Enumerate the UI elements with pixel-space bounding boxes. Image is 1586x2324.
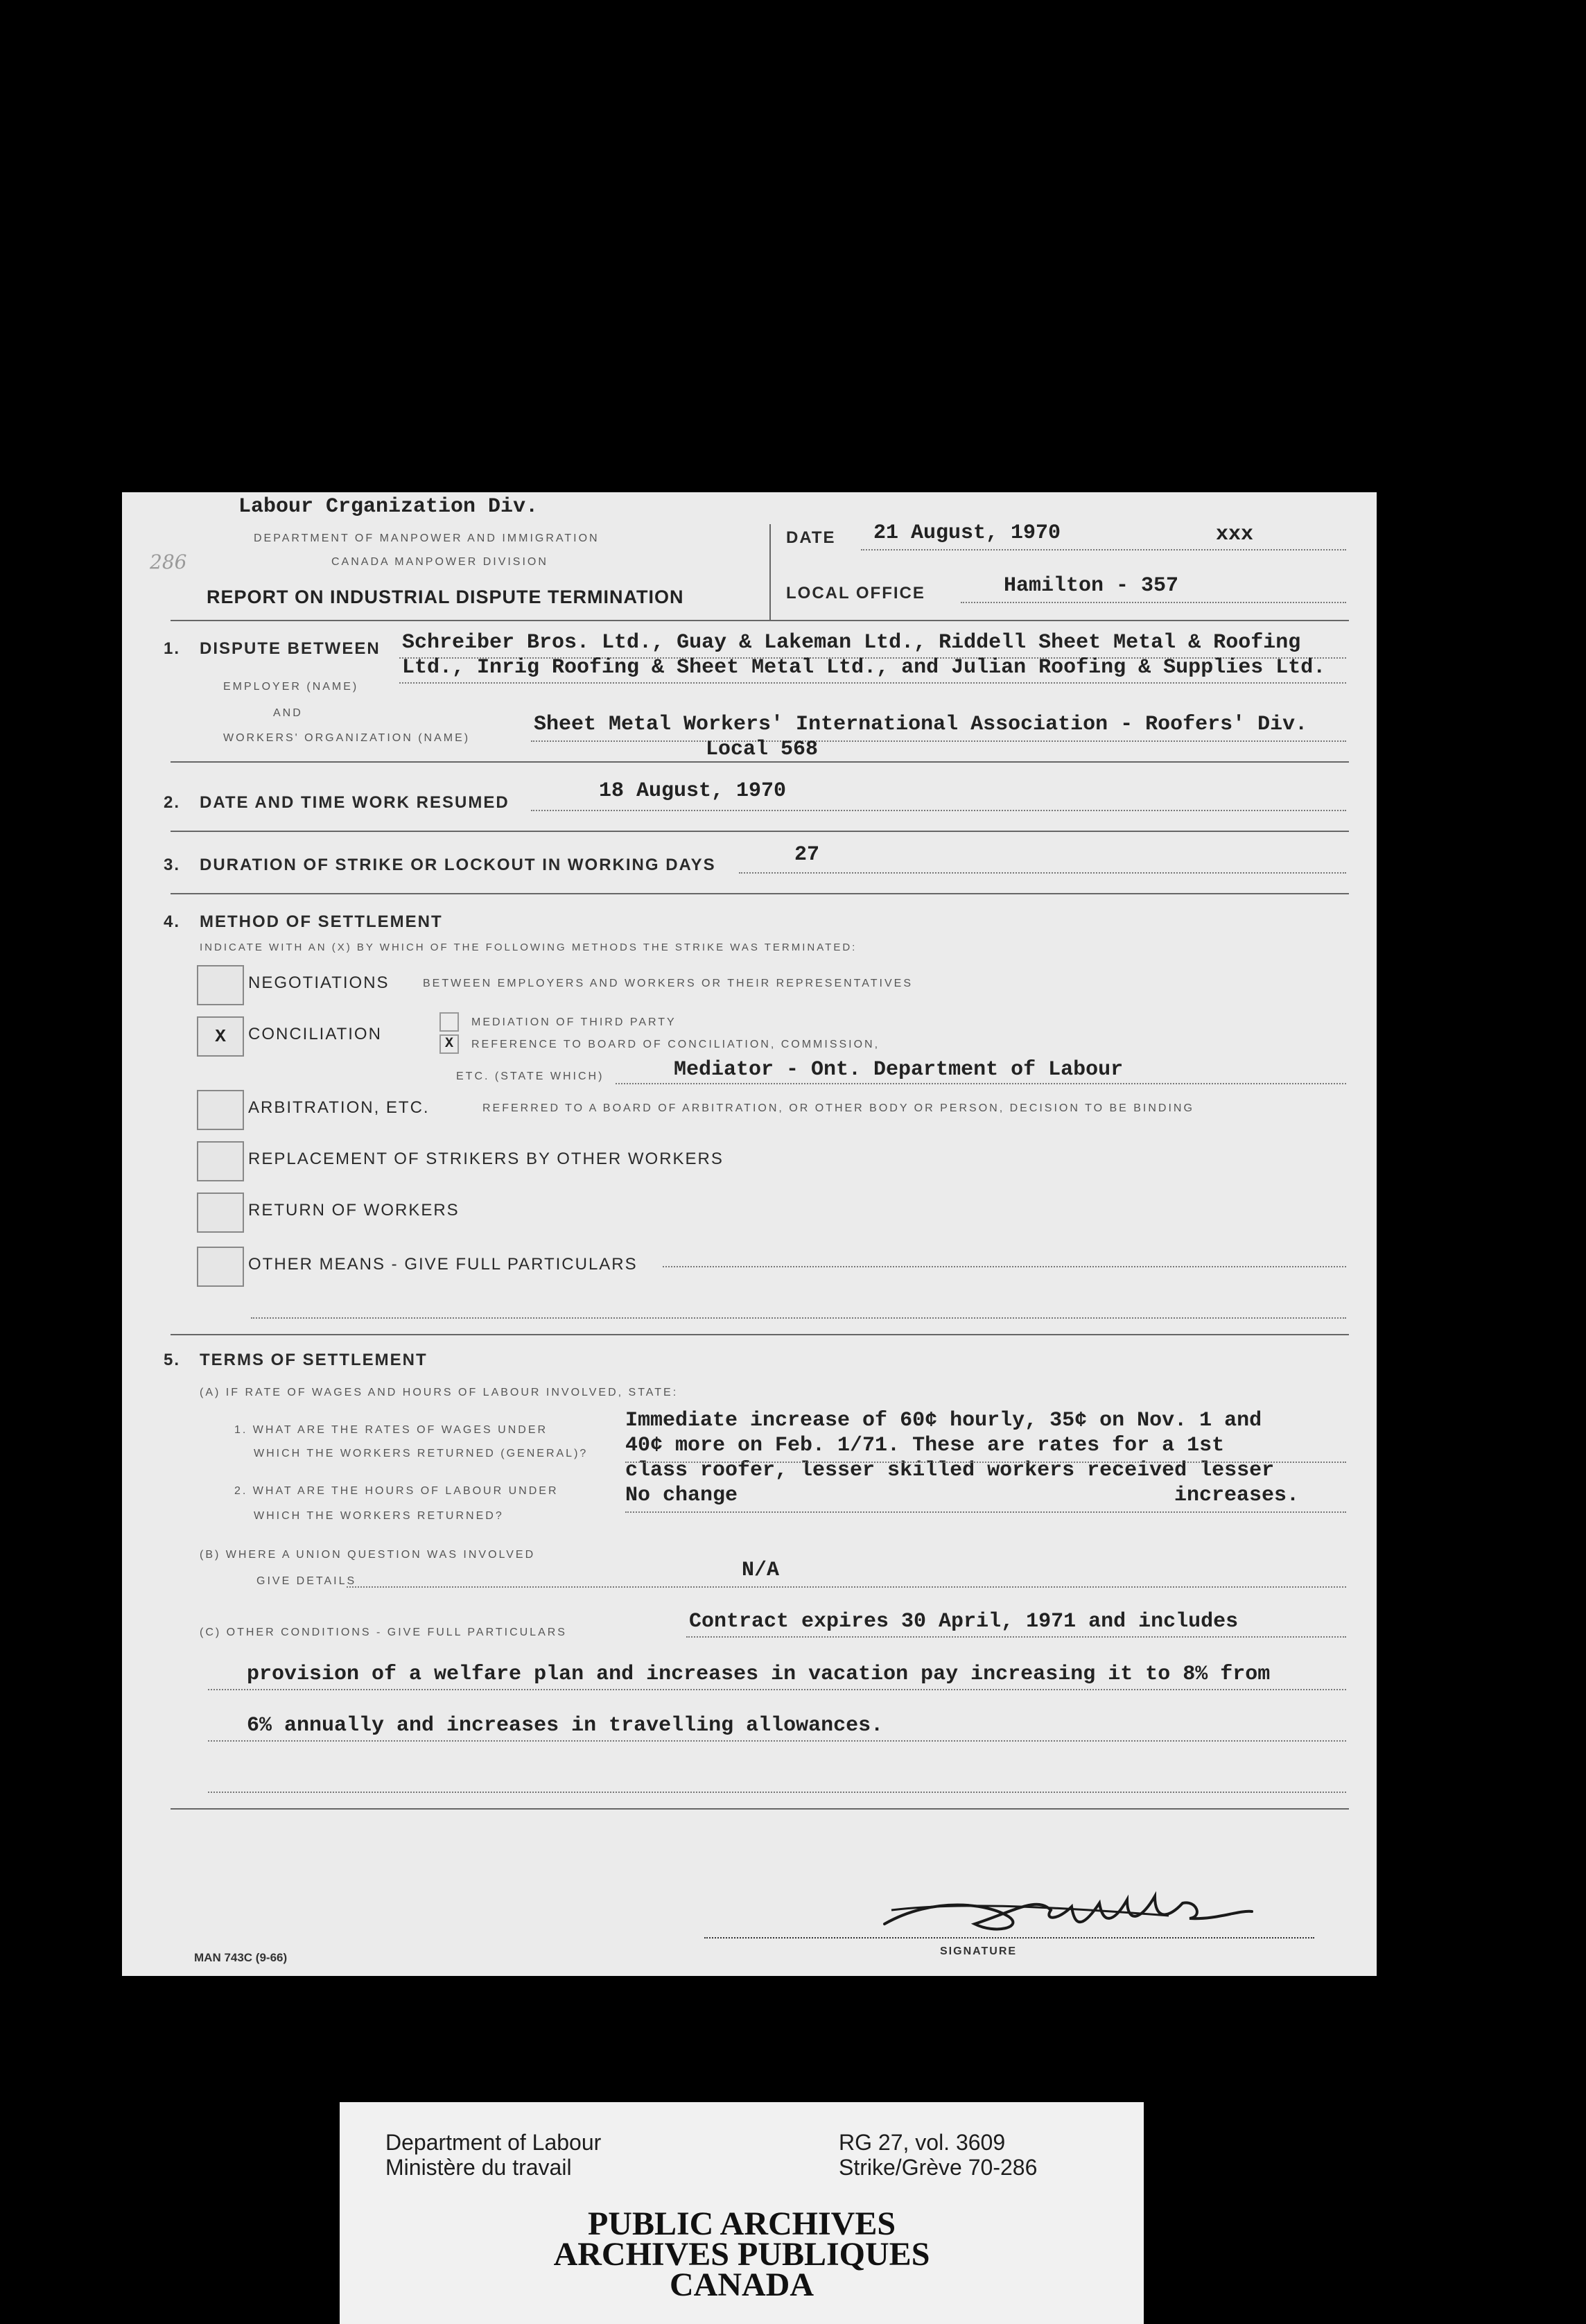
- wages-dots-2: [625, 1511, 1346, 1513]
- workers-line-1-dots: [531, 740, 1346, 742]
- stamp-strike: Strike/Grève 70-286: [839, 2155, 1038, 2180]
- s5-number: 5.: [164, 1351, 181, 1369]
- hours-value: No change: [625, 1484, 738, 1507]
- other-conditions-dots-3: [208, 1740, 1346, 1742]
- rule-header: [171, 620, 1349, 621]
- terms-a2-label-2: WHICH THE WORKERS RETURNED?: [254, 1510, 504, 1522]
- union-question-value: N/A: [742, 1559, 780, 1582]
- method-instruction: INDICATE WITH AN (X) BY WHICH OF THE FOLLOWING METHODS THE STRIKE WAS TERMINATED:: [200, 942, 857, 953]
- form-title: REPORT ON INDUSTRIAL DISPUTE TERMINATION: [207, 587, 684, 607]
- employer-line-1: Schreiber Bros. Ltd., Guay & Lakeman Ltd., Riddell Sheet Metal & Roofing: [402, 631, 1301, 654]
- margin-note: 286: [150, 550, 187, 573]
- other-means-line-2: [251, 1317, 1346, 1319]
- terms-c-label: (C) OTHER CONDITIONS - GIVE FULL PARTICULARS: [200, 1627, 567, 1638]
- handwritten-signature: [878, 1868, 1307, 1945]
- form-code: MAN 743C (9-66): [194, 1951, 288, 1964]
- rule-s5: [171, 1808, 1349, 1810]
- wages-line-1: Immediate increase of 60¢ hourly, 35¢ on Nov. 1 and: [625, 1409, 1262, 1432]
- dispute-between-label: DISPUTE BETWEEN: [200, 639, 381, 658]
- other-conditions-dots-1: [686, 1636, 1346, 1638]
- other-conditions-line-2: provision of a welfare plan and increases in vacation pay increasing it to 8% from: [247, 1663, 1271, 1686]
- rule-s3: [171, 893, 1349, 894]
- local-office-value: Hamilton - 357: [1004, 574, 1179, 598]
- s4-number: 4.: [164, 912, 181, 931]
- method-of-settlement-label: METHOD OF SETTLEMENT: [200, 912, 443, 931]
- return-label: RETURN OF WORKERS: [248, 1201, 460, 1220]
- division-name: CANADA MANPOWER DIVISION: [331, 556, 548, 568]
- terms-a1-label-1: 1. WHAT ARE THE RATES OF WAGES UNDER: [234, 1424, 548, 1436]
- stamp-public-archives: PUBLIC ARCHIVES: [587, 2205, 896, 2242]
- other-conditions-dots-2: [208, 1689, 1346, 1690]
- terms-a2-label-1: 2. WHAT ARE THE HOURS OF LABOUR UNDER: [234, 1485, 559, 1497]
- duration-line: [739, 872, 1346, 874]
- reference-label-2: ETC. (STATE WHICH): [456, 1070, 604, 1082]
- negotiations-label: NEGOTIATIONS: [248, 973, 390, 992]
- terms-a-intro: (A) IF RATE OF WAGES AND HOURS OF LABOUR INVOLVED, STATE:: [200, 1387, 679, 1398]
- other-means-label: OTHER MEANS - GIVE FULL PARTICULARS: [248, 1255, 638, 1274]
- other-conditions-line-3: 6% annually and increases in travelling allowances.: [247, 1714, 884, 1737]
- s2-number: 2.: [164, 793, 181, 812]
- stamp-canada: CANADA: [670, 2266, 814, 2303]
- archives-stamp: [340, 2102, 1144, 2324]
- duration-label: DURATION OF STRIKE OR LOCKOUT IN WORKING DAYS: [200, 856, 716, 874]
- local-office-label: LOCAL OFFICE: [786, 584, 925, 602]
- rule-s1: [171, 761, 1349, 763]
- mediation-label: MEDIATION OF THIRD PARTY: [471, 1016, 677, 1028]
- employer-line-2: Ltd., Inrig Roofing & Sheet Metal Ltd., and Julian Roofing & Supplies Ltd.: [402, 656, 1326, 679]
- s3-number: 3.: [164, 856, 181, 874]
- date-label: DATE: [786, 528, 836, 547]
- reference-value: Mediator - Ont. Department of Labour: [674, 1058, 1124, 1082]
- and-label: AND: [273, 707, 303, 719]
- date-line: [861, 549, 1346, 550]
- other-means-checkbox[interactable]: [197, 1247, 244, 1287]
- stamp-archives-publiques: ARCHIVES PUBLIQUES: [553, 2236, 930, 2273]
- signature-line: [704, 1937, 1314, 1939]
- arbitration-checkbox[interactable]: [197, 1090, 244, 1130]
- replacement-checkbox[interactable]: [197, 1141, 244, 1181]
- other-means-line-1: [663, 1266, 1346, 1267]
- rule-s4: [171, 1334, 1349, 1335]
- org-typed-header: Labour Crganization Div.: [238, 495, 539, 519]
- date-value: 21 August, 1970: [873, 521, 1061, 545]
- s1-number: 1.: [164, 639, 181, 658]
- department-name: DEPARTMENT OF MANPOWER AND IMMIGRATION: [254, 532, 600, 544]
- terms-b-label-1: (B) WHERE A UNION QUESTION WAS INVOLVED: [200, 1549, 536, 1561]
- terms-a1-label-2: WHICH THE WORKERS RETURNED (GENERAL)?: [254, 1448, 589, 1459]
- arbitration-label: ARBITRATION, ETC.: [248, 1098, 430, 1117]
- work-resumed-line: [531, 810, 1346, 811]
- signature-label: SIGNATURE: [940, 1945, 1018, 1957]
- negotiations-checkbox[interactable]: [197, 965, 244, 1005]
- other-conditions-line-1: Contract expires 30 April, 1971 and includes: [689, 1610, 1239, 1633]
- workers-line-2: Local 568: [706, 738, 819, 761]
- header-divider: [769, 524, 771, 621]
- stamp-rg: RG 27, vol. 3609: [839, 2130, 1006, 2155]
- work-resumed-value: 18 August, 1970: [599, 779, 787, 803]
- duration-value: 27: [794, 843, 820, 867]
- mediation-checkbox[interactable]: [439, 1012, 459, 1032]
- wages-dots-1: [625, 1462, 1346, 1463]
- terms-b-label-2: GIVE DETAILS: [256, 1575, 357, 1587]
- wages-line-4: increases.: [1174, 1484, 1300, 1507]
- arbitration-desc: REFERRED TO A BOARD OF ARBITRATION, OR OTHER BODY OR PERSON, DECISION TO BE BINDING: [482, 1102, 1194, 1114]
- employer-line-2-dots: [399, 682, 1346, 684]
- stamp-dept-en: Department of Labour: [385, 2130, 602, 2155]
- workers-org-label: WORKERS' ORGANIZATION (NAME): [223, 732, 471, 744]
- conciliation-checkbox[interactable]: X: [197, 1016, 244, 1057]
- rule-s2: [171, 831, 1349, 832]
- employer-name-label: EMPLOYER (NAME): [223, 681, 359, 693]
- stamp-dept-fr: Ministère du travail: [385, 2155, 572, 2180]
- workers-line-1: Sheet Metal Workers' International Association - Roofers' Div.: [534, 713, 1308, 736]
- wages-line-2: 40¢ more on Feb. 1/71. These are rates for a 1st: [625, 1434, 1225, 1457]
- union-question-line: [347, 1586, 1346, 1588]
- other-conditions-dots-4: [208, 1792, 1346, 1793]
- conciliation-label: CONCILIATION: [248, 1025, 382, 1043]
- date-mark: xxx: [1216, 523, 1254, 546]
- reference-checkbox[interactable]: X: [439, 1034, 459, 1054]
- wages-line-3: class roofer, lesser skilled workers received lesser: [625, 1459, 1275, 1482]
- negotiations-desc: BETWEEN EMPLOYERS AND WORKERS OR THEIR REPRESENTATIVES: [423, 978, 913, 989]
- reference-label-1: REFERENCE TO BOARD OF CONCILIATION, COMMISSION,: [471, 1039, 880, 1050]
- local-office-line: [961, 602, 1346, 603]
- reference-line: [616, 1083, 1346, 1084]
- work-resumed-label: DATE AND TIME WORK RESUMED: [200, 793, 509, 812]
- terms-of-settlement-label: TERMS OF SETTLEMENT: [200, 1351, 428, 1369]
- dispute-report-form: [122, 492, 1377, 1976]
- return-checkbox[interactable]: [197, 1193, 244, 1233]
- replacement-label: REPLACEMENT OF STRIKERS BY OTHER WORKERS: [248, 1150, 724, 1168]
